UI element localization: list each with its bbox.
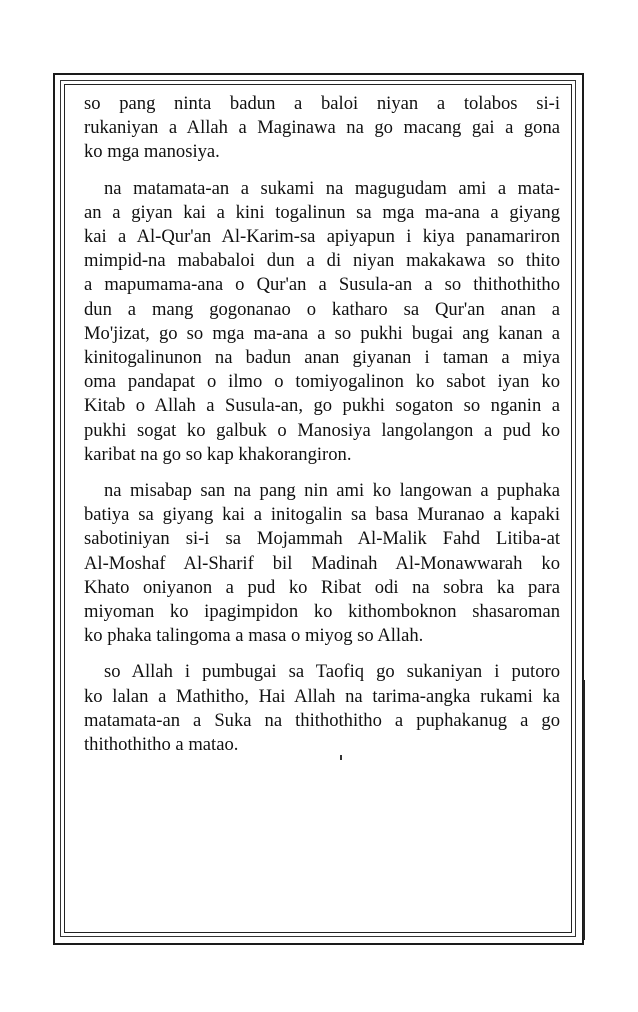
text-line: na matamata-an a sukami na magugudam ami a mata- — [104, 177, 560, 199]
text-line: thithothitho a matao. — [84, 734, 239, 756]
document-body — [84, 92, 560, 769]
text-line: a mapumama-ana o Qur'an a Susula-an a so thithothitho — [84, 274, 560, 296]
paragraph-3 — [84, 479, 560, 648]
text-line: karibat na go so kap khakorangiron. — [84, 443, 352, 465]
text-line: an a giyan kai a kini togalinun sa mga ma-ana a giyang — [84, 201, 560, 223]
text-line: Khato oniyanon a pud ko Ribat odi na sobra ka para — [84, 576, 560, 598]
text-line: kai a Al-Qur'an Al-Karim-sa apiyapun i kiya panamariron — [84, 226, 560, 248]
text-line: so pang ninta badun a baloi niyan a tolabos si-i — [84, 93, 560, 114]
text-line: mimpid-na mababaloi dun a di niyan makakawa so thito — [84, 250, 560, 272]
text-line: dun a mang gogonanao o katharo sa Qur'an anan a — [84, 298, 560, 320]
text-line: Kitab o Allah a Susula-an, go pukhi sogaton so nganin a — [84, 395, 560, 417]
text-line: sabotiniyan si-i sa Mojammah Al-Malik Fahd Litiba-at — [84, 528, 560, 550]
text-line: ko mga manosiya. — [84, 141, 220, 163]
text-line: ko phaka talingoma a masa o miyog so Allah. — [84, 625, 424, 647]
text-line: Al-Moshaf Al-Sharif bil Madinah Al-Monawwarah ko — [84, 552, 560, 574]
paragraph-2 — [84, 177, 560, 467]
text-line: miyoman ko ipagimpidon ko kithomboknon shasaroman — [84, 601, 560, 623]
text-line: so Allah i pumbugai sa Taofiq go sukaniyan i putoro — [104, 661, 560, 683]
paragraph-4 — [84, 660, 560, 757]
text-line: na misabap san na pang nin ami ko langowan a puphaka — [104, 480, 560, 502]
text-line: Mo'jizat, go so mga ma-ana a so pukhi bugai ang kanan a — [84, 322, 560, 344]
paragraph-1 — [84, 92, 560, 165]
text-line: kinitogalinunon na badun anan giyanan i taman a miya — [84, 347, 560, 369]
stray-mark — [340, 755, 342, 760]
text-line: batiya sa giyang kai a initogalin sa basa Muranao a kapaki — [84, 504, 560, 526]
text-line: rukaniyan a Allah a Maginawa na go macang gai a gona — [84, 117, 560, 139]
text-line: matamata-an a Suka na thithothitho a puphakanug a go — [84, 709, 560, 731]
text-line: pukhi sogat ko galbuk o Manosiya langolangon a pud ko — [84, 419, 560, 441]
text-line: ko lalan a Mathitho, Hai Allah na tarima-angka rukami ka — [84, 685, 560, 707]
text-line: oma pandapat o ilmo o tomiyogalinon ko sabot iyan ko — [84, 371, 560, 393]
page-border-right-rule — [583, 680, 585, 940]
